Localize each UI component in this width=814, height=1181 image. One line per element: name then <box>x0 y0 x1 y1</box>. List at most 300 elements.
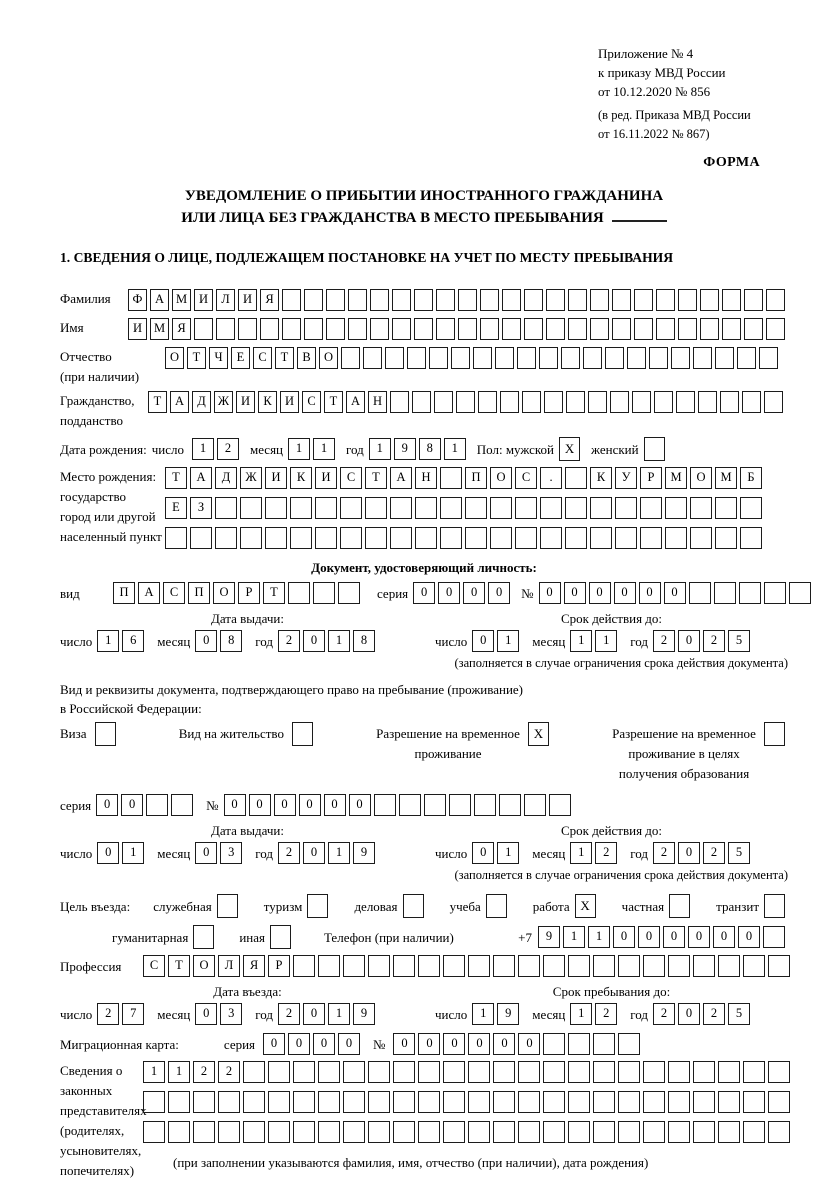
char-box <box>165 527 187 549</box>
char-box <box>515 527 537 549</box>
char-box: 0 <box>713 926 735 948</box>
char-box: 9 <box>353 1003 375 1025</box>
char-box: 0 <box>418 1033 440 1055</box>
char-box <box>668 955 690 977</box>
char-box: 1 <box>143 1061 165 1083</box>
char-box <box>268 1121 290 1143</box>
char-box <box>480 318 499 340</box>
char-box: 7 <box>122 1003 144 1025</box>
char-box: 0 <box>96 794 118 816</box>
representatives-row2 <box>143 1091 793 1113</box>
char-box <box>458 318 477 340</box>
char-box <box>443 955 465 977</box>
char-box <box>722 289 741 311</box>
citizenship-boxes <box>148 391 786 413</box>
char-box <box>393 1091 415 1113</box>
identity-doc-date-headings <box>60 609 788 628</box>
char-box: 1 <box>444 438 466 460</box>
purpose-option: туризм <box>264 894 332 918</box>
char-box <box>718 955 740 977</box>
char-box: С <box>143 955 165 977</box>
birth-year-boxes <box>369 438 469 460</box>
row-visit-purpose2 <box>60 925 788 949</box>
residence-dates <box>60 842 788 864</box>
expiry-day-boxes <box>472 630 522 652</box>
char-box <box>718 1061 740 1083</box>
char-box <box>715 497 737 519</box>
char-box: 2 <box>653 842 675 864</box>
char-box: 0 <box>639 582 661 604</box>
char-box <box>418 1091 440 1113</box>
char-box <box>737 347 756 369</box>
char-box <box>468 1091 490 1113</box>
char-box <box>590 318 609 340</box>
char-box: 1 <box>328 630 350 652</box>
char-box <box>290 527 312 549</box>
appendix-line: к приказу МВД России <box>598 65 726 80</box>
row-migration-card <box>60 1033 788 1055</box>
char-box <box>293 1091 315 1113</box>
char-box <box>412 391 431 413</box>
char-box <box>385 347 404 369</box>
char-box: 1 <box>288 438 310 460</box>
char-box <box>390 391 409 413</box>
char-box <box>343 1061 365 1083</box>
char-box: 2 <box>703 1003 725 1025</box>
char-box: О <box>690 467 712 489</box>
char-box <box>540 527 562 549</box>
char-box <box>568 1033 590 1055</box>
migration-series-label: серия <box>223 1036 256 1052</box>
char-box <box>693 1121 715 1143</box>
char-box: В <box>297 347 316 369</box>
char-box <box>440 527 462 549</box>
residence-doc-intro1: Вид и реквизиты документа, подтверждающего право на пребывание (проживание) <box>60 682 524 697</box>
char-box <box>282 289 301 311</box>
row-residence-series <box>60 794 788 816</box>
char-box <box>365 497 387 519</box>
char-box: 1 <box>570 1003 592 1025</box>
char-box <box>468 1121 490 1143</box>
patronymic-boxes <box>165 347 781 369</box>
birth-date-label: Дата рождения: <box>60 441 147 457</box>
birth-place-row2 <box>165 497 765 519</box>
char-box <box>615 497 637 519</box>
char-box: Л <box>218 955 240 977</box>
appendix-line: от 10.12.2020 № 856 <box>598 84 711 99</box>
char-box <box>240 497 262 519</box>
char-box <box>493 955 515 977</box>
char-box: 1 <box>570 842 592 864</box>
char-box <box>343 955 365 977</box>
char-box: 2 <box>595 1003 617 1025</box>
char-box <box>193 925 214 949</box>
char-box: Д <box>192 391 211 413</box>
char-box <box>318 1121 340 1143</box>
char-box <box>743 1061 765 1083</box>
purpose-checkbox <box>217 894 241 918</box>
stay-year-boxes <box>653 1003 753 1025</box>
entry-year-boxes <box>278 1003 378 1025</box>
char-box <box>341 347 360 369</box>
char-box: 0 <box>249 794 271 816</box>
char-box: 0 <box>303 1003 325 1025</box>
given-name-label: Имя <box>60 320 84 335</box>
char-box <box>415 527 437 549</box>
char-box <box>561 347 580 369</box>
char-box <box>238 318 257 340</box>
char-box <box>669 894 690 918</box>
char-box <box>168 1091 190 1113</box>
char-box: 8 <box>220 630 242 652</box>
char-box <box>216 318 235 340</box>
char-box: Д <box>215 467 237 489</box>
char-box <box>393 955 415 977</box>
char-box: 5 <box>728 630 750 652</box>
purpose-option: иная <box>239 925 294 949</box>
edition-line: от 16.11.2022 № 867) <box>598 127 710 141</box>
row-birth-date <box>60 437 788 461</box>
option-residence-permit: Вид на жительство <box>179 724 316 784</box>
char-box <box>474 794 496 816</box>
profession-label: Профессия <box>60 958 122 974</box>
char-box: 2 <box>703 842 725 864</box>
char-box <box>171 794 193 816</box>
char-box <box>618 1091 640 1113</box>
char-box: Н <box>415 467 437 489</box>
residence-series-label: серия <box>60 797 92 813</box>
char-box <box>340 497 362 519</box>
char-box <box>168 1121 190 1143</box>
stay-day-boxes <box>472 1003 522 1025</box>
char-box: А <box>170 391 189 413</box>
birth-place-boxes <box>165 467 788 554</box>
char-box: 9 <box>394 438 416 460</box>
char-box <box>268 1091 290 1113</box>
char-box <box>313 582 335 604</box>
char-box <box>500 391 519 413</box>
char-box <box>465 497 487 519</box>
char-box <box>789 582 811 604</box>
representatives-note: (при заполнении указываются фамилия, имя, отчество (при наличии), дата рождения) <box>173 1155 649 1170</box>
char-box <box>640 497 662 519</box>
char-box: 0 <box>313 1033 335 1055</box>
char-box: 1 <box>192 438 214 460</box>
expiry-month-boxes <box>570 630 620 652</box>
entry-date-headings: Дата въезда: Срок пребывания до: <box>213 984 671 999</box>
char-box <box>722 318 741 340</box>
char-box <box>449 794 471 816</box>
char-box <box>764 722 785 746</box>
char-box <box>593 1091 615 1113</box>
char-box: 0 <box>121 794 143 816</box>
stay-until-date: число 1 9 месяц 1 2 год 2 0 2 5 <box>435 1003 753 1025</box>
char-box: 8 <box>353 630 375 652</box>
option-temp-permit: Разрешение на временное проживание X <box>376 724 552 784</box>
char-box <box>700 289 719 311</box>
char-box <box>583 347 602 369</box>
char-box <box>593 1061 615 1083</box>
char-box <box>766 318 785 340</box>
char-box <box>618 1121 640 1143</box>
char-box <box>468 1061 490 1083</box>
char-box <box>693 1061 715 1083</box>
char-box <box>473 347 492 369</box>
char-box <box>288 582 310 604</box>
char-box <box>368 1091 390 1113</box>
char-box: 0 <box>438 582 460 604</box>
char-box <box>618 955 640 977</box>
birth-place-row1 <box>165 467 765 489</box>
char-box: Т <box>275 347 294 369</box>
char-box: К <box>590 467 612 489</box>
char-box <box>612 318 631 340</box>
char-box <box>493 1061 515 1083</box>
char-box: 0 <box>349 794 371 816</box>
char-box <box>415 497 437 519</box>
char-box: И <box>236 391 255 413</box>
day-label: число <box>151 441 184 457</box>
char-box: 1 <box>168 1061 190 1083</box>
char-box <box>764 582 786 604</box>
row-patronymic <box>60 347 788 387</box>
char-box <box>612 289 631 311</box>
representatives-label: Сведения о законных представителях (родителях, усыновителях, попечителях) <box>60 1063 147 1178</box>
char-box: И <box>194 289 213 311</box>
char-box: 0 <box>413 582 435 604</box>
sex-female-checkbox <box>644 437 668 461</box>
edu-permit-checkbox <box>764 722 788 746</box>
char-box <box>665 527 687 549</box>
char-box <box>451 347 470 369</box>
char-box: 2 <box>595 842 617 864</box>
char-box <box>265 527 287 549</box>
char-box <box>315 497 337 519</box>
char-box: 0 <box>97 842 119 864</box>
char-box <box>766 289 785 311</box>
char-box <box>146 794 168 816</box>
char-box <box>693 1091 715 1113</box>
char-box: Т <box>324 391 343 413</box>
residence-date-headings: Дата выдачи: Срок действия до: <box>210 823 663 838</box>
char-box <box>215 497 237 519</box>
char-box: 2 <box>653 1003 675 1025</box>
char-box: 1 <box>497 630 519 652</box>
char-box <box>544 391 563 413</box>
char-box <box>486 894 507 918</box>
char-box <box>718 1121 740 1143</box>
char-box <box>243 1121 265 1143</box>
char-box <box>764 391 783 413</box>
char-box: 1 <box>328 1003 350 1025</box>
stay-month-boxes <box>570 1003 620 1025</box>
char-box <box>714 582 736 604</box>
char-box: 2 <box>193 1061 215 1083</box>
doc-number-label: № <box>521 585 534 601</box>
surname-label: Фамилия <box>60 291 111 306</box>
char-box: 2 <box>653 630 675 652</box>
char-box <box>443 1121 465 1143</box>
char-box <box>522 391 541 413</box>
char-box: Р <box>640 467 662 489</box>
entry-dates <box>60 1003 788 1025</box>
char-box <box>392 318 411 340</box>
char-box: 1 <box>588 926 610 948</box>
char-box <box>549 794 571 816</box>
char-box <box>343 1121 365 1143</box>
char-box <box>649 347 668 369</box>
char-box <box>718 1091 740 1113</box>
char-box <box>566 391 585 413</box>
expiry-date-heading: Срок действия до: <box>560 611 663 626</box>
year-label: год <box>346 441 364 457</box>
char-box <box>268 1061 290 1083</box>
char-box: К <box>258 391 277 413</box>
char-box: 2 <box>703 630 725 652</box>
char-box: 1 <box>472 1003 494 1025</box>
residence-expiry-note: (заполняется в случае ограничения срока действия документа) <box>454 868 788 882</box>
char-box <box>502 318 521 340</box>
char-box <box>763 926 785 948</box>
purpose-checkbox <box>307 894 331 918</box>
char-box: 0 <box>443 1033 465 1055</box>
char-box <box>458 289 477 311</box>
entry-month-boxes <box>195 1003 245 1025</box>
char-box: 0 <box>678 842 700 864</box>
char-box <box>493 1121 515 1143</box>
issue-date-heading: Дата выдачи: <box>210 611 284 626</box>
char-box <box>307 894 328 918</box>
char-box: X <box>559 437 580 461</box>
char-box <box>568 318 587 340</box>
row-given-name <box>60 318 788 340</box>
row-profession <box>60 955 788 977</box>
char-box <box>290 497 312 519</box>
char-box: 2 <box>217 438 239 460</box>
char-box <box>518 1091 540 1113</box>
char-box <box>671 347 690 369</box>
entry-date: число 2 7 месяц 0 3 год 2 0 1 9 <box>60 1003 435 1025</box>
char-box: М <box>150 318 169 340</box>
char-box <box>632 391 651 413</box>
char-box <box>627 347 646 369</box>
char-box <box>744 318 763 340</box>
phone-boxes <box>538 926 788 948</box>
char-box: 5 <box>728 1003 750 1025</box>
char-box <box>543 1121 565 1143</box>
char-box <box>540 497 562 519</box>
char-box <box>368 955 390 977</box>
blank-underline <box>612 217 667 222</box>
char-box <box>193 1121 215 1143</box>
char-box <box>243 1091 265 1113</box>
char-box <box>524 794 546 816</box>
char-box: А <box>190 467 212 489</box>
char-box: 0 <box>488 582 510 604</box>
migration-card-label: Миграционная карта: <box>60 1036 179 1052</box>
char-box: Т <box>148 391 167 413</box>
char-box <box>605 347 624 369</box>
char-box <box>443 1091 465 1113</box>
char-box: 2 <box>278 630 300 652</box>
char-box <box>740 527 762 549</box>
char-box: М <box>172 289 191 311</box>
char-box <box>668 1121 690 1143</box>
residence-number-label: № <box>206 797 219 813</box>
char-box <box>546 318 565 340</box>
char-box <box>568 1091 590 1113</box>
char-box: 0 <box>678 1003 700 1025</box>
char-box: 1 <box>122 842 144 864</box>
char-box <box>348 318 367 340</box>
char-box: С <box>253 347 272 369</box>
char-box: Е <box>165 497 187 519</box>
char-box: Н <box>368 391 387 413</box>
char-box <box>424 794 446 816</box>
char-box <box>743 1091 765 1113</box>
char-box: 0 <box>589 582 611 604</box>
phone-group <box>518 926 788 948</box>
char-box <box>95 722 116 746</box>
residence-doc-intro2: в Российской Федерации: <box>60 701 202 716</box>
char-box: О <box>490 467 512 489</box>
char-box <box>543 1091 565 1113</box>
identity-issue-date: число 1 6 месяц 0 8 год 2 0 1 8 <box>60 630 435 652</box>
expiry-note: (заполняется в случае ограничения срока действия документа) <box>454 656 788 670</box>
char-box: 0 <box>338 1033 360 1055</box>
char-box: П <box>188 582 210 604</box>
char-box: И <box>128 318 147 340</box>
char-box: С <box>302 391 321 413</box>
char-box: 9 <box>538 926 560 948</box>
char-box <box>764 894 785 918</box>
profession-boxes <box>143 955 793 977</box>
char-box <box>429 347 448 369</box>
char-box <box>293 1061 315 1083</box>
char-box <box>436 318 455 340</box>
purpose-option: служебная <box>153 894 241 918</box>
char-box <box>194 318 213 340</box>
char-box: А <box>138 582 160 604</box>
purpose-checkbox <box>270 925 294 949</box>
char-box <box>440 497 462 519</box>
char-box <box>643 1091 665 1113</box>
char-box: 0 <box>472 630 494 652</box>
char-box: 0 <box>493 1033 515 1055</box>
char-box: Р <box>238 582 260 604</box>
char-box <box>414 318 433 340</box>
char-box <box>343 1091 365 1113</box>
issue-year-boxes <box>278 630 378 652</box>
char-box <box>644 437 665 461</box>
char-box <box>715 527 737 549</box>
char-box: И <box>238 289 257 311</box>
char-box <box>490 497 512 519</box>
char-box <box>403 894 424 918</box>
purpose-option-work: работа X <box>533 894 599 918</box>
char-box <box>518 955 540 977</box>
purpose-checkbox <box>193 925 217 949</box>
char-box: Ж <box>214 391 233 413</box>
char-box <box>524 289 543 311</box>
char-box: Ч <box>209 347 228 369</box>
char-box <box>393 1061 415 1083</box>
char-box <box>318 955 340 977</box>
char-box: М <box>715 467 737 489</box>
char-box: 1 <box>369 438 391 460</box>
char-box <box>318 1091 340 1113</box>
char-box <box>568 1061 590 1083</box>
